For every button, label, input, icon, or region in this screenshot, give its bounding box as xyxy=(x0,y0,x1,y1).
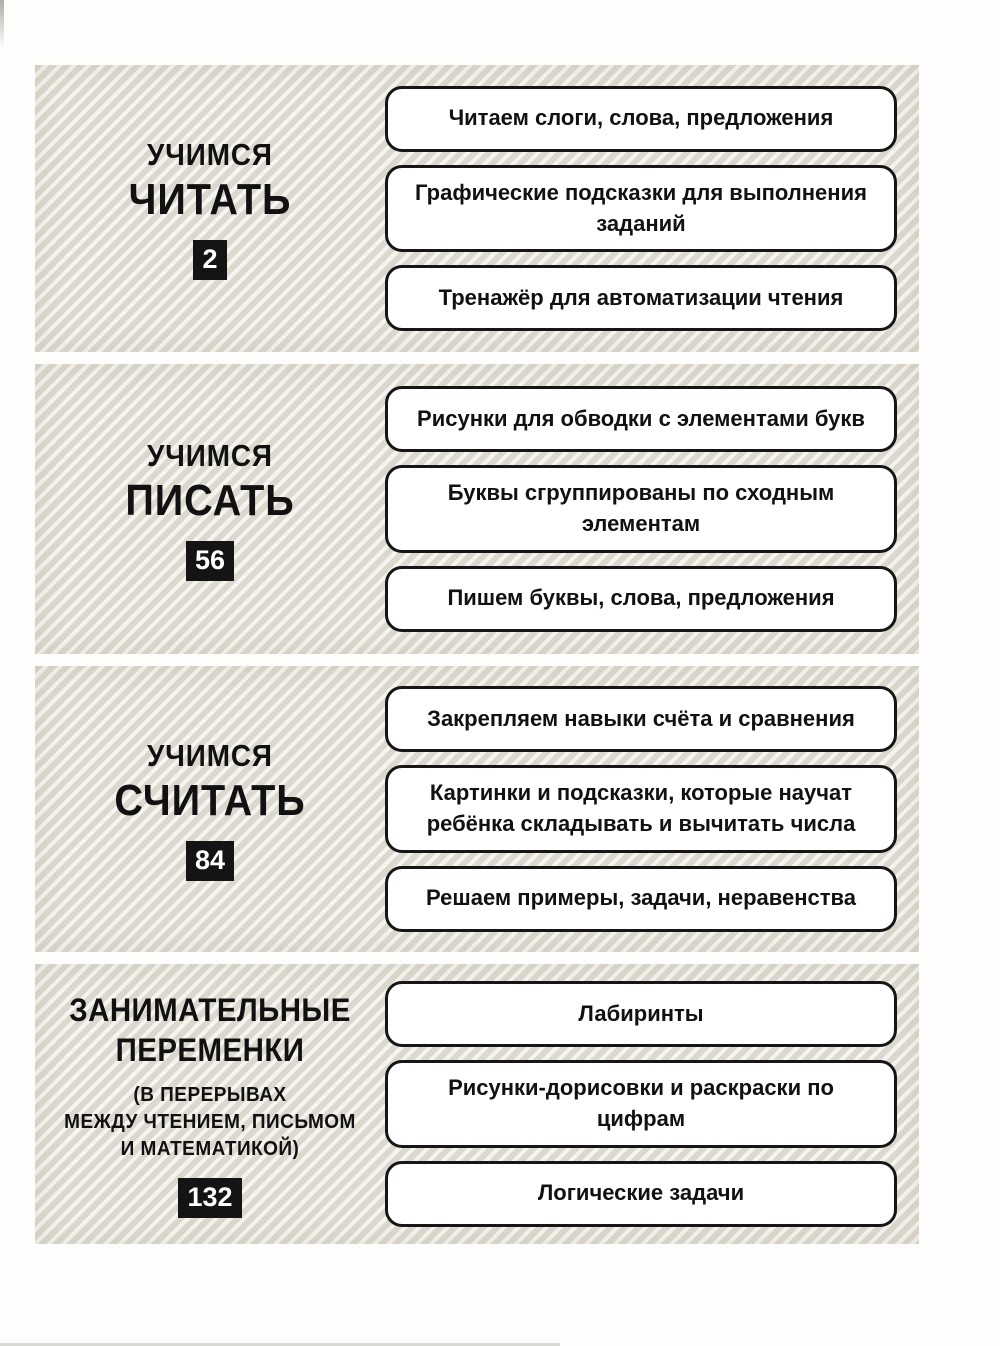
toc-item-box xyxy=(385,86,897,152)
toc-item-label: Графические подсказки для выполнения заданий xyxy=(415,179,867,236)
section-title-block xyxy=(35,990,385,1218)
toc-item-box xyxy=(385,386,897,452)
toc-item-box xyxy=(385,465,897,553)
section-title-small: УЧИМСЯ xyxy=(147,437,273,473)
section-panel-reading xyxy=(35,65,919,352)
section-subtitle-line: МЕЖДУ ЧТЕНИЕМ, ПИСЬМОМ xyxy=(64,1111,356,1133)
page-number-badge: 56 xyxy=(186,541,234,581)
section-title-small: УЧИМСЯ xyxy=(147,737,273,773)
toc-item-label: Читаем слоги, слова, предложения xyxy=(448,105,834,131)
page-number-badge: 2 xyxy=(193,240,226,280)
toc-item-box xyxy=(385,686,897,752)
section-title-line1: ЗАНИМАТЕЛЬНЫЕ xyxy=(69,992,351,1028)
toc-item-label: Пишем буквы, слова, предложения xyxy=(447,585,835,611)
section-items xyxy=(385,981,897,1227)
section-title-block xyxy=(35,438,385,581)
toc-item-label: Картинки и подсказки, которые научат ребёнка складывать и вычитать числа xyxy=(426,780,856,836)
toc-item-box xyxy=(385,1161,897,1227)
toc-item-box xyxy=(385,566,897,632)
page-number-badge: 84 xyxy=(186,841,234,881)
toc-item-label: Буквы сгруппированы по сходным элементам xyxy=(447,480,835,536)
toc-item-label: Решаем примеры, задачи, неравенства xyxy=(426,885,856,911)
scan-edge-artifact xyxy=(0,0,4,48)
section-title-small: УЧИМСЯ xyxy=(147,137,273,172)
page-number-badge: 132 xyxy=(178,1178,241,1218)
section-panel-counting xyxy=(35,666,919,952)
section-title-line2: ПЕРЕМЕНКИ xyxy=(115,1032,305,1068)
section-panel-writing xyxy=(35,364,919,654)
section-subtitle xyxy=(41,1082,379,1163)
toc-item-box xyxy=(385,165,897,253)
toc-item-box xyxy=(385,1060,897,1148)
toc-item-label: Закрепляем навыки счёта и сравнения xyxy=(427,705,855,731)
toc-item-label: Тренажёр для автоматизации чтения xyxy=(438,284,844,310)
section-title-block xyxy=(35,137,385,280)
toc-item-box xyxy=(385,765,897,853)
toc-item-label: Логические задачи xyxy=(537,1180,745,1206)
section-title-large: ЧИТАТЬ xyxy=(128,175,292,224)
section-subtitle-line: (В ПЕРЕРЫВАХ xyxy=(133,1084,287,1106)
toc-sections xyxy=(35,65,919,1244)
toc-item-label: Рисунки для обводки с элементами букв xyxy=(417,405,865,431)
section-panel-fun-breaks xyxy=(35,964,919,1244)
toc-item-box xyxy=(385,265,897,331)
toc-item-label: Лабиринты xyxy=(578,1000,704,1026)
section-items xyxy=(385,86,897,332)
toc-item-box xyxy=(385,981,897,1047)
section-items xyxy=(385,686,897,932)
section-title-block xyxy=(35,738,385,881)
section-title-large: ПИСАТЬ xyxy=(125,475,295,525)
section-items xyxy=(385,386,897,632)
section-title-large: СЧИТАТЬ xyxy=(114,775,306,825)
toc-item-label: Рисунки-дорисовки и раскраски по цифрам xyxy=(448,1075,834,1131)
toc-item-box xyxy=(385,866,897,932)
section-subtitle-line: И МАТЕМАТИКОЙ) xyxy=(120,1138,300,1160)
